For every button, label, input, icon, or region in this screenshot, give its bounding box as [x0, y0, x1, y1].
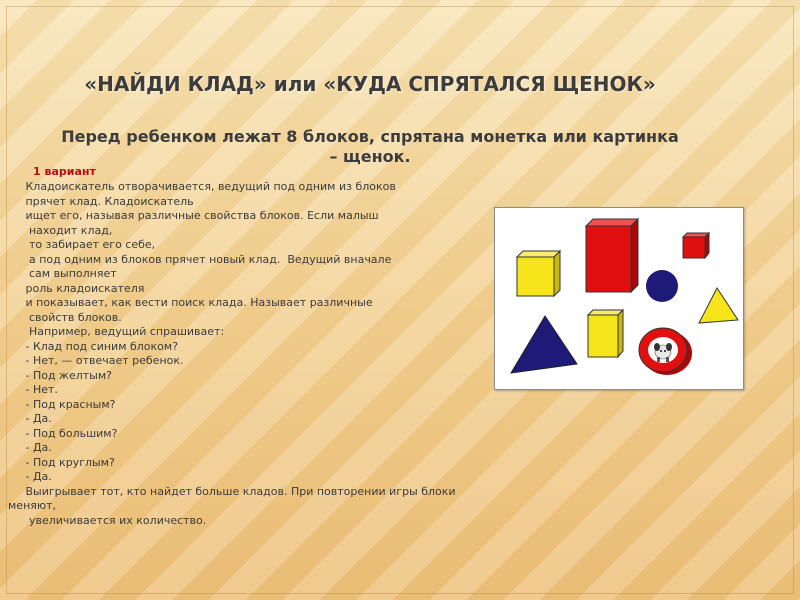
blocks-picture: [494, 207, 744, 390]
body-line: - Да.: [8, 470, 52, 483]
red-small-cube-icon: [683, 233, 709, 258]
body-line: - Да.: [8, 441, 52, 454]
body-line: - Под большим?: [8, 426, 118, 440]
body-line: - Да.: [8, 412, 52, 425]
blocks-illustration: [495, 208, 745, 391]
body-line: - Под желтым?: [8, 368, 112, 382]
body-line: сам выполняет: [8, 267, 117, 280]
body-text: [8, 180, 568, 528]
body-line: и показывает, как вести поиск клада. Называет различные: [8, 296, 373, 309]
body-line: увеличивается их количество.: [8, 513, 207, 527]
variant-label: 1 вариант: [33, 165, 96, 178]
blue-circle-icon: [646, 270, 678, 302]
body-line: а под одним из блоков прячет новый клад. Ведущий вначале: [8, 252, 392, 266]
body-line: ищет его, называя различные свойства блоков. Если малыш: [8, 209, 379, 222]
body-line: Выигрывает тот, кто найдет больше кладов. При повторении игры блоки: [8, 484, 456, 498]
body-line: Кладоискатель отворачивается, ведущий под одним из блоков: [8, 180, 396, 193]
body-line: Например, ведущий спрашивает:: [8, 325, 225, 338]
body-line: - Под круглым?: [8, 455, 115, 469]
slide-title: «НАЙДИ КЛАД» или «КУДА СПРЯТАЛСЯ ЩЕНОК»: [84, 72, 656, 96]
yellow-triangle-icon: [699, 288, 738, 323]
body-line: то забирает его себе,: [8, 238, 156, 251]
body-line: - Под красным?: [8, 397, 116, 411]
body-line: меняют,: [8, 499, 57, 512]
yellow-prism-icon: [588, 310, 623, 357]
body-line: находит клад,: [8, 223, 113, 237]
body-line: - Нет, — отвечает ребенок.: [8, 354, 184, 367]
body-line: - Клад под синим блоком?: [8, 339, 179, 353]
yellow-cube-icon: [517, 251, 560, 296]
red-big-cube-icon: [586, 219, 638, 292]
body-line: - Нет.: [8, 383, 58, 396]
slide-subtitle: Перед ребенком лежат 8 блоков, спрятана монетка или картинка – щенок.: [61, 127, 679, 166]
red-cylinder-with-puppy-icon: [639, 328, 692, 375]
body-line: прячет клад. Кладоискатель: [8, 194, 194, 208]
body-line: свойств блоков.: [8, 310, 122, 324]
body-line: роль кладоискателя: [8, 281, 145, 295]
blue-triangle-icon: [511, 316, 577, 373]
